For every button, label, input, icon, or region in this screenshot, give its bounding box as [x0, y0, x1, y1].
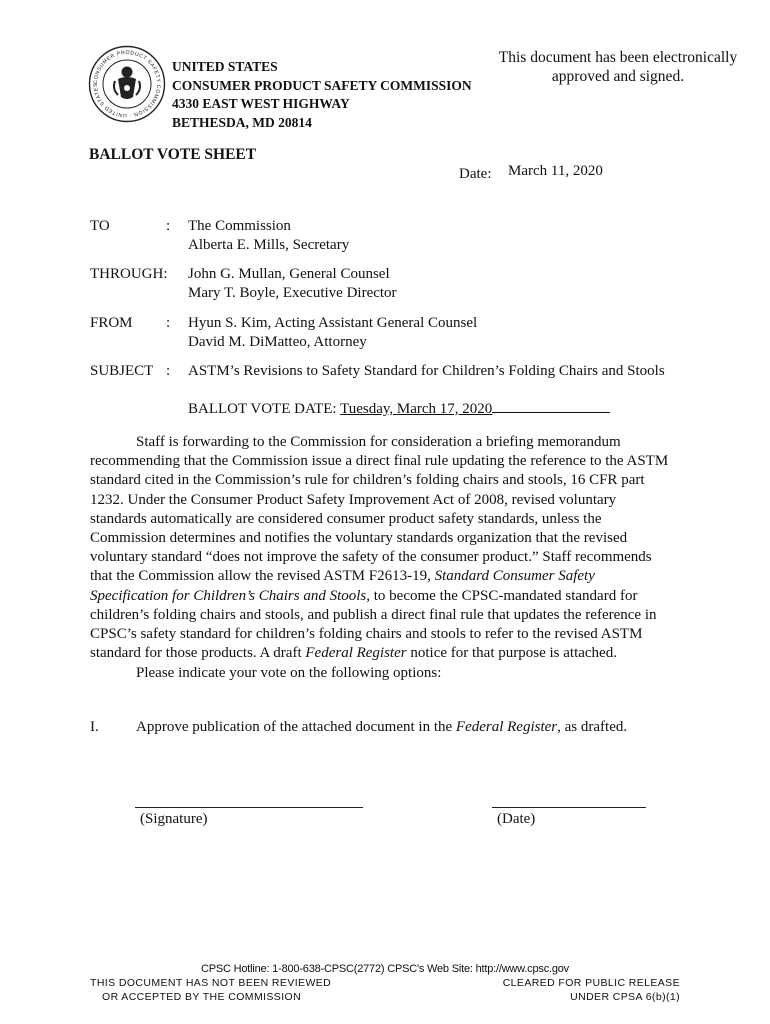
- body-part-1: Staff is forwarding to the Commission for consideration a briefing memorandum recommending that the Commission issue a direct final rule updating the reference to the ASTM standard cited in the Commission’s rule for children’s folding chairs and stools, 16 CFR part 1232. Under the Consumer Product Safety Improvement Act of 2008, revised voluntary standards automatically are considered consumer product safety standards, unless the Commission determines and notifies the voluntary standards organization that the revised voluntary standard “does not improve the safety of the consumer product.” Staff recommends that the Commission allow the revised ASTM F2613-19,: [90, 434, 669, 585]
- agency-street: 4330 EAST WEST HIGHWAY: [172, 96, 350, 111]
- subject-label: SUBJECT: [90, 363, 154, 379]
- subject-colon: :: [166, 363, 171, 379]
- through-line-1: John G. Mullan, General Counsel: [188, 266, 390, 282]
- ballot-vote-date-label: BALLOT VOTE DATE:: [188, 401, 337, 417]
- through-line-2: Mary T. Boyle, Executive Director: [188, 284, 397, 301]
- vote-instruction: Please indicate your vote on the following options:: [136, 665, 442, 681]
- ballot-vote-date-value: Tuesday, March 17, 2020: [340, 401, 493, 417]
- body-part-5: notice for that purpose is attached.: [406, 645, 617, 662]
- through-recipient: [188, 265, 397, 302]
- footer-right-line-2: UNDER CPSA 6(b)(1): [570, 990, 680, 1003]
- option-text-post: , as drafted.: [557, 719, 628, 735]
- footer-left-line-2: OR ACCEPTED BY THE COMMISSION: [102, 990, 302, 1003]
- from-sender: [188, 314, 477, 351]
- agency-country: UNITED STATES: [172, 59, 278, 74]
- body-part-3: to become the CPSC-mandated standard for children’s folding chairs and stools, and publish a direct final rule that updates the reference in CPSC’s safety standard for children’s folding chairs and stools to refer to the revised ASTM standard for those products. A draft: [90, 587, 657, 662]
- svg-text:CONSUMER PRODUCT SAFETY COMMIS: CONSUMER PRODUCT SAFETY COMMISSION · UNITED STATES: [92, 49, 162, 119]
- body-federal-register: Federal Register: [305, 645, 407, 662]
- agency-city: BETHESDA, MD 20814: [172, 114, 312, 130]
- date-signature-label: (Date): [497, 811, 536, 827]
- briefing-paragraph: [90, 433, 670, 663]
- footer-hotline: CPSC Hotline: 1-800-638-CPSC(2772) CPSC's Web Site: http://www.cpsc.gov: [201, 963, 569, 975]
- from-colon: :: [166, 315, 171, 331]
- footer-left-line-1: THIS DOCUMENT HAS NOT BEEN REVIEWED: [90, 977, 332, 989]
- from-label: FROM: [90, 315, 133, 331]
- footer-right: [503, 977, 680, 1004]
- agency-address: [172, 58, 472, 132]
- agency-name: CONSUMER PRODUCT SAFETY COMMISSION: [172, 77, 472, 93]
- through-label: THROUGH:: [90, 266, 168, 282]
- to-label: TO: [90, 218, 110, 234]
- body-standard-title: Standard Consumer Safety Specification for Children’s Chairs and Stools,: [90, 568, 595, 604]
- option-text: [136, 719, 627, 736]
- date-value: March 11, 2020: [508, 163, 603, 179]
- to-line-1: The Commission: [188, 218, 291, 234]
- from-line-2: David M. DiMatteo, Attorney: [188, 333, 367, 350]
- to-colon: :: [166, 218, 171, 234]
- page-title: BALLOT VOTE SHEET: [89, 146, 257, 163]
- ballot-vote-date-underline: [492, 398, 610, 413]
- footer-left: [90, 977, 331, 1004]
- option-text-italic: Federal Register: [455, 719, 558, 735]
- from-line-1: Hyun S. Kim, Acting Assistant General Counsel: [188, 315, 478, 331]
- to-line-2: Alberta E. Mills, Secretary: [188, 236, 350, 253]
- date-signature-line[interactable]: [492, 806, 646, 808]
- ballot-vote-date: [188, 398, 610, 418]
- footer-right-line-1: CLEARED FOR PUBLIC RELEASE: [502, 977, 680, 989]
- signature-line[interactable]: [135, 806, 363, 808]
- date-label: Date:: [459, 166, 492, 182]
- option-number: I.: [90, 719, 99, 735]
- esign-notice: [488, 48, 748, 86]
- cpsc-seal-logo: [88, 45, 166, 123]
- esign-line-2: approved and signed.: [551, 68, 685, 85]
- option-text-pre: Approve publication of the attached document in the: [136, 719, 456, 735]
- signature-label: (Signature): [140, 811, 208, 827]
- esign-line-1: This document has been electronically: [498, 49, 738, 66]
- subject-text: ASTM’s Revisions to Safety Standard for Children’s Folding Chairs and Stools: [188, 363, 665, 379]
- to-recipient: [188, 217, 349, 254]
